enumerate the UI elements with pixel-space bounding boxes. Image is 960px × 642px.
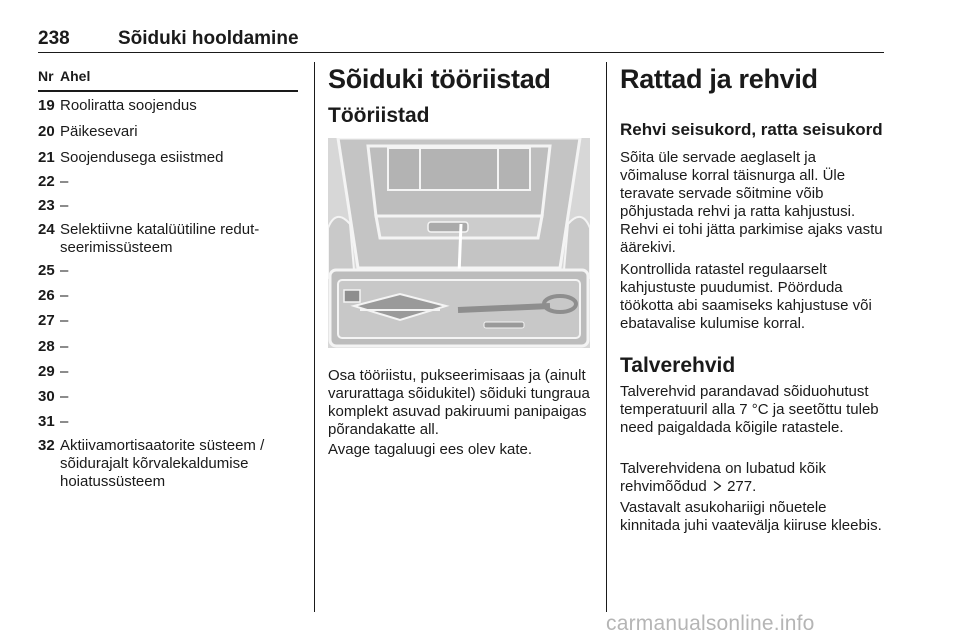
row-circuit: Selektiivne katalüütiline redut-seerimissüsteem	[60, 221, 260, 256]
row-circuit: Aktiivamortisaatorite süsteem / sõidurajalt kõrvalekaldumise hoiatussüsteem	[60, 437, 265, 490]
page-number: 238	[38, 28, 70, 49]
row-number: 22	[38, 173, 55, 190]
row-number: 26	[38, 287, 55, 304]
tyre-condition-paragraph-2: Kontrollida ratastel regulaarselt kahjustuste puudumist. Pöörduda töökotta abi saamiseks kahjustuse või ebatavalise kulumise korral.	[620, 261, 872, 332]
row-circuit: –	[60, 197, 69, 214]
row-number: 25	[38, 262, 55, 279]
row-circuit: Rooliratta soojendus	[60, 97, 197, 114]
row-circuit: –	[60, 287, 69, 304]
row-number: 23	[38, 197, 55, 214]
winter-tyres-paragraph-1: Talverehvid parandavad sõiduohutust temperatuuril alla 7 °C ja seetõttu tuleb need paigaldada kõigile ratastele.	[620, 383, 879, 436]
row-circuit: Päikesevari	[60, 123, 138, 140]
page-reference-arrow-icon	[711, 478, 727, 495]
trunk-tools-image	[328, 138, 590, 348]
row-circuit: –	[60, 262, 69, 279]
column-divider-right	[606, 62, 607, 612]
section-heading-vehicle-tools: Sõiduki tööriistad	[328, 64, 551, 94]
winter-tyres-paragraph-2-text: Talverehvidena on lubatud kõik rehvimõõdud	[620, 460, 826, 495]
page-header	[38, 28, 884, 53]
winter-tyres-paragraph-2	[620, 460, 886, 496]
row-circuit: –	[60, 388, 69, 405]
row-number: 32	[38, 437, 55, 454]
fuse-table	[38, 64, 298, 490]
row-number: 20	[38, 123, 55, 140]
row-circuit: –	[60, 173, 69, 190]
row-number: 21	[38, 149, 55, 166]
page-reference-link[interactable]: 277.	[727, 478, 757, 495]
subheading-winter-tyres: Talverehvid	[620, 354, 736, 377]
row-number: 28	[38, 338, 55, 355]
row-number: 27	[38, 312, 55, 329]
column-header-nr: Nr	[38, 68, 54, 84]
row-number: 30	[38, 388, 55, 405]
row-number: 24	[38, 221, 55, 238]
tools-illustration	[328, 138, 590, 348]
tools-paragraph-2: Avage tagaluugi ees olev kate.	[328, 441, 533, 458]
watermark: carmanualsonline.info	[606, 612, 815, 635]
section-heading-wheels-tyres: Rattad ja rehvid	[620, 64, 818, 94]
row-circuit: –	[60, 338, 69, 355]
tyre-condition-paragraph-1: Sõita üle servade aeglaselt ja võimaluse korral täisnurga all. Üle teravate servade sõitmine võib põhjustada rehvi ja ratta kahjustusi. Rehvi ei tohi jätta parkimise ajaks vastu äärekivi.	[620, 149, 883, 256]
row-circuit: Soojendusega esiistmed	[60, 149, 224, 166]
row-number: 31	[38, 413, 55, 430]
row-circuit: –	[60, 413, 69, 430]
row-circuit: –	[60, 312, 69, 329]
tools-paragraph-1: Osa tööriistu, pukseerimisaas ja (ainult varurattaga sõidukitel) sõiduki tungraua komplekt asuvad pakiruumi panipaigas põrandakatte all.	[328, 367, 590, 438]
winter-tyres-paragraph-3: Vastavalt asukohariigi nõuetele kinnitada juhi vaatevälja kiiruse kleebis.	[620, 499, 882, 534]
row-number: 19	[38, 97, 55, 114]
subheading-tyre-condition: Rehvi seisukord, ratta seisukord	[620, 120, 883, 139]
subheading-tools: Tööriistad	[328, 104, 430, 127]
row-circuit: –	[60, 363, 69, 380]
column-divider-left	[314, 62, 315, 612]
page-title: Sõiduki hooldamine	[118, 28, 299, 49]
column-header-circuit: Ahel	[60, 68, 91, 84]
table-header	[38, 64, 298, 92]
row-number: 29	[38, 363, 55, 380]
